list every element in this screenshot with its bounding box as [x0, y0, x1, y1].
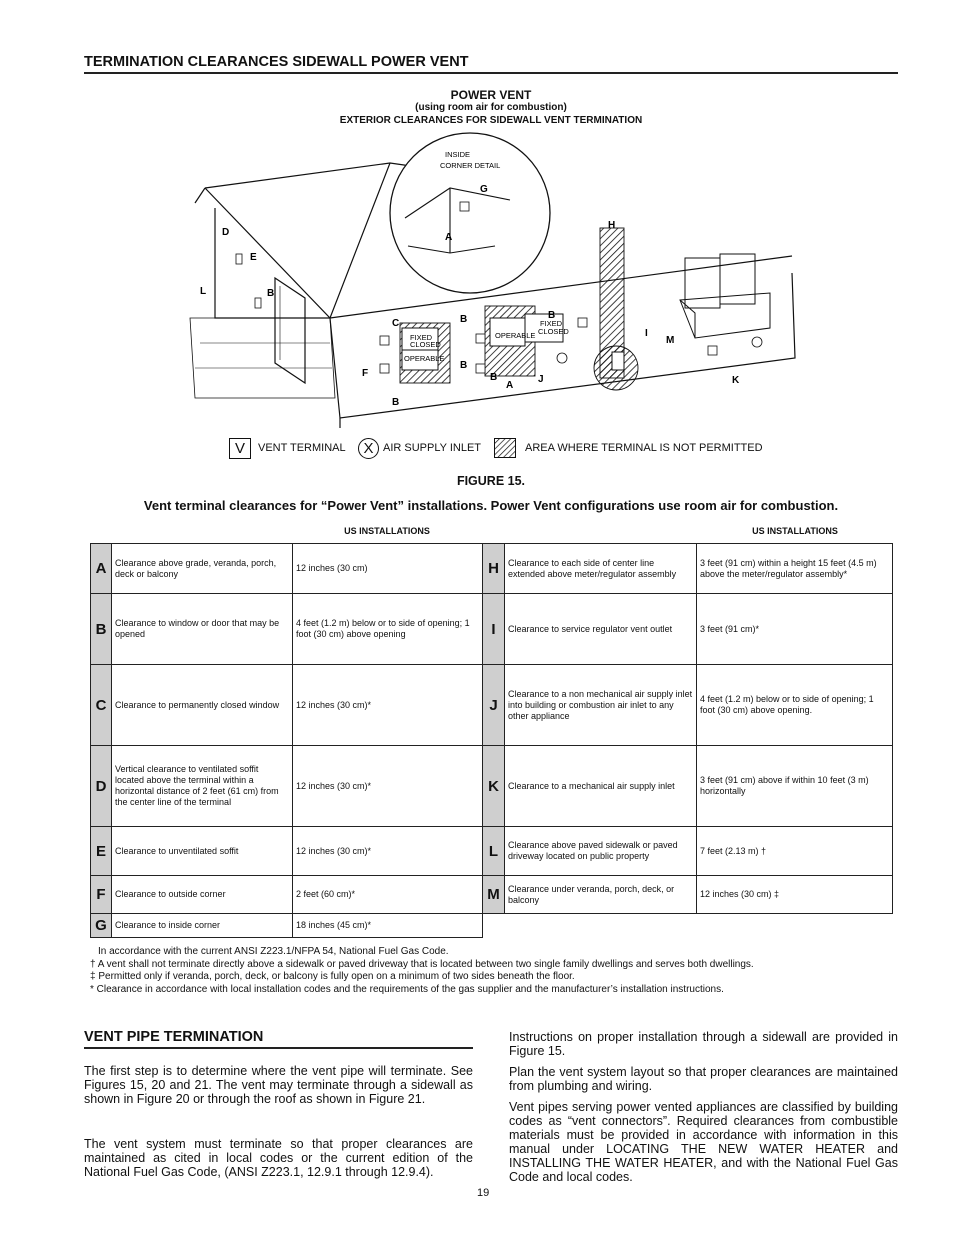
figure-number: FIGURE 15. — [456, 474, 526, 488]
row-letter: G — [91, 914, 112, 938]
figure-title: POWER VENT — [450, 88, 532, 102]
label-m: M — [666, 335, 675, 346]
table-notes — [90, 946, 900, 996]
label-a: A — [506, 380, 514, 391]
row-description: Clearance to service regulator vent outlet — [505, 594, 697, 665]
label-k: K — [732, 375, 740, 386]
row-description: Clearance to unventilated soffit — [112, 827, 293, 876]
paragraph-4: Plan the vent system layout so that proper clearances are maintained from plumbing and wiring. — [509, 1065, 898, 1093]
inset-label-corner-detail: CORNER DETAIL — [440, 161, 501, 170]
row-clearance: 12 inches (30 cm)* — [293, 746, 483, 827]
row-description: Clearance to inside corner — [112, 914, 293, 938]
row-letter: C — [91, 665, 112, 746]
row-description: Clearance to each side of center line extended above meter/regulator assembly — [505, 544, 697, 594]
vent-terminal-symbol: V — [229, 438, 251, 459]
row-description: Clearance to a mechanical air supply inlet — [505, 746, 697, 827]
row-clearance: 3 feet (91 cm)* — [697, 594, 893, 665]
section2-rule — [84, 1047, 473, 1049]
table-row — [91, 594, 893, 665]
row-letter: A — [91, 544, 112, 594]
air-supply-legend: AIR SUPPLY INLET — [383, 442, 482, 454]
label-g: G — [480, 184, 488, 195]
figure-subtitle-2: EXTERIOR CLEARANCES FOR SIDEWALL VENT TERMINATION — [339, 115, 643, 126]
row-letter: B — [91, 594, 112, 665]
row-clearance: 2 feet (60 cm)* — [293, 876, 483, 914]
row-clearance: 12 inches (30 cm) — [293, 544, 483, 594]
label-a-inset: A — [445, 232, 453, 243]
label-h: H — [608, 220, 616, 231]
row-letter: F — [91, 876, 112, 914]
table-row — [91, 746, 893, 827]
window-operable-label: OPERABLE — [404, 354, 445, 363]
table-row — [91, 827, 893, 876]
row-clearance: 3 feet (91 cm) above if within 10 feet (3 m) horizontally — [697, 746, 893, 827]
row-description: Clearance to window or door that may be opened — [112, 594, 293, 665]
label-b-window: B — [548, 310, 556, 321]
table-header-right: US INSTALLATIONS — [752, 526, 838, 536]
vent-pipe-termination-title: VENT PIPE TERMINATION — [84, 1029, 264, 1045]
table-row — [91, 665, 893, 746]
label-b-top: B — [460, 314, 468, 325]
not-permitted-legend: AREA WHERE TERMINAL IS NOT PERMITTED — [525, 442, 763, 454]
table-header-left: US INSTALLATIONS — [344, 526, 430, 536]
window-closed-label: CLOSED — [410, 340, 441, 349]
row-letter — [483, 914, 505, 938]
table-row — [91, 876, 893, 914]
row-clearance: 4 feet (1.2 m) below or to side of opening; 1 foot (30 cm) above opening — [293, 594, 483, 665]
row-letter: D — [91, 746, 112, 827]
label-d: D — [222, 227, 230, 238]
row-clearance: 12 inches (30 cm)* — [293, 665, 483, 746]
row-letter: I — [483, 594, 505, 665]
row-clearance: 7 feet (2.13 m) † — [697, 827, 893, 876]
row-letter: J — [483, 665, 505, 746]
row-description: Clearance to outside corner — [112, 876, 293, 914]
row-clearance: 3 feet (91 cm) within a height 15 feet (4.5 m) above the meter/regulator assembly* — [697, 544, 893, 594]
note-asterisk: * Clearance in accordance with local installation codes and the requirements of the gas supplier and the manufacturer’s installation instructions. — [90, 983, 724, 995]
row-description: Clearance above grade, veranda, porch, deck or balcony — [112, 544, 293, 594]
inset-label-inside: INSIDE — [445, 150, 471, 159]
row-letter: M — [483, 876, 505, 914]
window-fixed-label: FIXED — [410, 333, 433, 342]
row-clearance: 12 inches (30 cm)* — [293, 827, 483, 876]
label-b-mid: B — [460, 360, 468, 371]
vent-clearance-diagram — [180, 128, 810, 428]
label-e: E — [250, 252, 257, 263]
row-clearance: 4 feet (1.2 m) below or to side of opening; 1 foot (30 cm) above opening. — [697, 665, 893, 746]
page-number: 19 — [477, 1187, 490, 1199]
row-letter: L — [483, 827, 505, 876]
row-description: Clearance above paved sidewalk or paved driveway located on public property — [505, 827, 697, 876]
row-clearance: 18 inches (45 cm)* — [293, 914, 483, 938]
clearance-table — [90, 543, 893, 938]
note-ansi: In accordance with the current ANSI Z223.1/NFPA 54, National Fuel Gas Code. — [98, 946, 449, 957]
label-b-low: B — [490, 372, 498, 383]
paragraph-3: Instructions on proper installation through a sidewall are provided in Figure 15. — [509, 1030, 898, 1058]
note-dagger: † A vent shall not terminate directly above a sidewalk or paved driveway that is located between two single family dwellings and serves both dwellings. — [90, 958, 754, 970]
table-row — [91, 544, 893, 594]
table-row — [91, 914, 893, 938]
row-description: Vertical clearance to ventilated soffit located above the terminal within a horizontal distance of 2 feet (61 cm) from the center line of the terminal — [112, 746, 293, 827]
row-letter: E — [91, 827, 112, 876]
row-letter: H — [483, 544, 505, 594]
label-b-bottom: B — [392, 397, 400, 408]
label-i: I — [645, 328, 648, 339]
row-description: Clearance to a non mechanical air supply inlet into building or combustion air inlet to any other appliance — [505, 665, 697, 746]
air-supply-symbol: X — [358, 438, 379, 459]
section-rule — [84, 72, 898, 74]
row-description — [505, 914, 697, 938]
label-l: L — [200, 286, 207, 297]
hatched-area-icon — [494, 438, 516, 458]
paragraph-5: Vent pipes serving power vented appliances are classified by building codes as “vent connectors”. Required clearances from combustible materials must be provided in accordance with information in this manual under LOCATING THE NEW WATER HEATER and INSTALLING THE WATER HEATER, and with the National Fuel Gas Code and local codes. — [509, 1100, 898, 1184]
label-b-left: B — [267, 288, 275, 299]
row-description: Clearance under veranda, porch, deck, or balcony — [505, 876, 697, 914]
row-clearance: 12 inches (30 cm) ‡ — [697, 876, 893, 914]
paragraph-1: The first step is to determine where the vent pipe will terminate. See Figures 15, 20 and 21. The vent may terminate through a sidewall as shown in Figure 20 or through the roof as shown in Figure 21. — [84, 1064, 473, 1106]
row-clearance — [697, 914, 893, 938]
window-operable-label-2: OPERABLE — [495, 331, 536, 340]
window-closed-label-2: CLOSED — [538, 327, 569, 336]
vent-terminal-legend: VENT TERMINAL — [258, 442, 346, 454]
label-c: C — [392, 318, 400, 329]
row-description: Clearance to permanently closed window — [112, 665, 293, 746]
window-fixed-label-2: FIXED — [540, 319, 563, 328]
paragraph-2: The vent system must terminate so that proper clearances are maintained as cited in local codes or the current edition of the National Fuel Gas Code, (ANSI Z223.1, 12.9.1 through 12.9.4). — [84, 1137, 473, 1179]
figure-caption: Vent terminal clearances for “Power Vent” installations. Power Vent configurations use room air for combustion. — [143, 498, 839, 513]
section-title: TERMINATION CLEARANCES SIDEWALL POWER VENT — [84, 54, 469, 70]
row-letter: K — [483, 746, 505, 827]
figure-subtitle-1: (using room air for combustion) — [415, 102, 567, 113]
label-f: F — [362, 368, 369, 379]
note-double-dagger: ‡ Permitted only if veranda, porch, deck, or balcony is fully open on a minimum of two sides beneath the floor. — [90, 971, 575, 982]
label-j: J — [538, 374, 544, 385]
